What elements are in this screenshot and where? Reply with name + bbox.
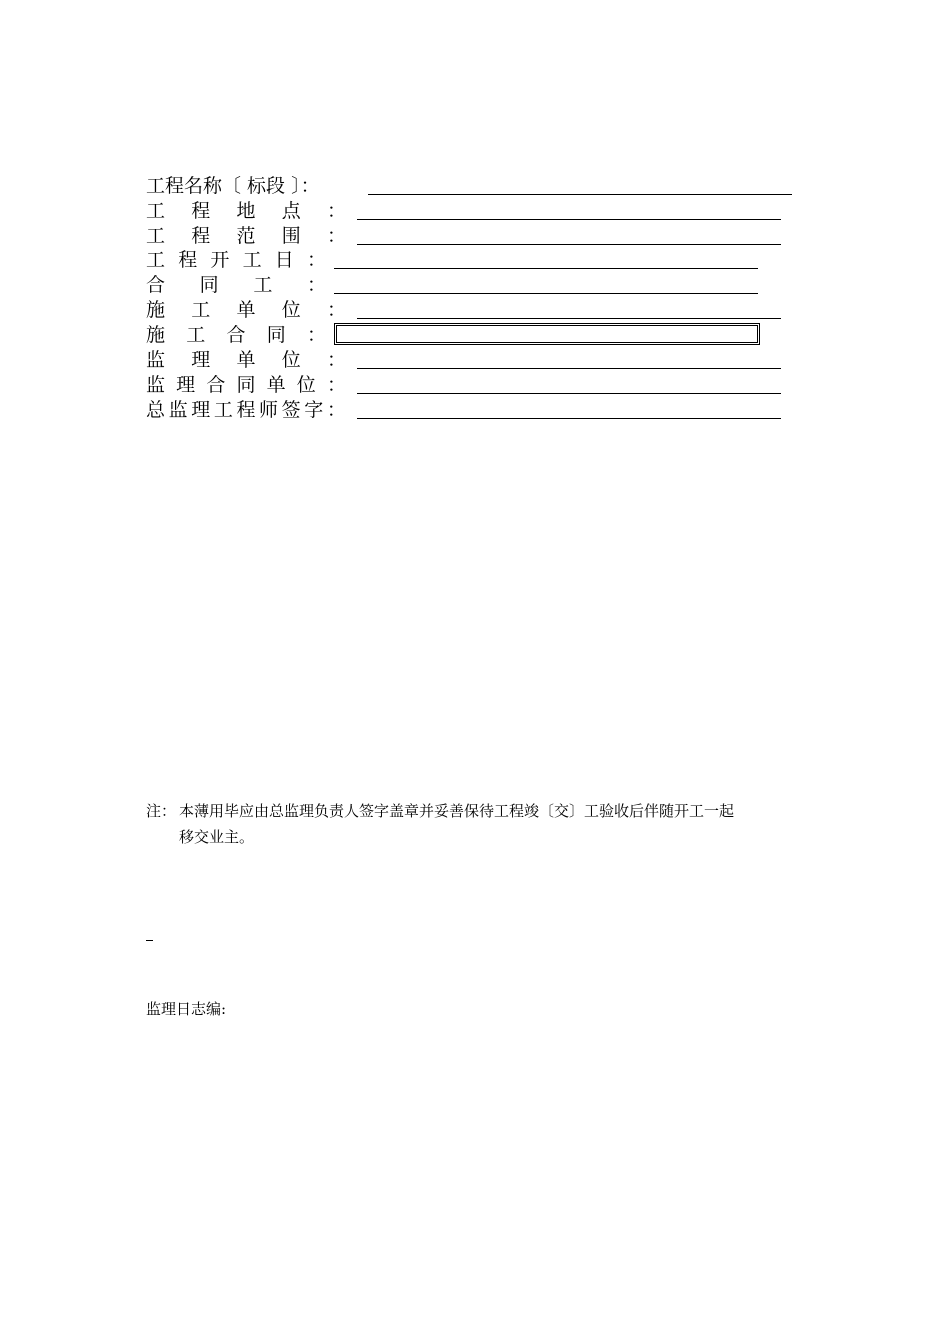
label-char: 程 <box>191 200 211 222</box>
label-char: 合 <box>206 374 226 396</box>
field-label <box>146 273 326 297</box>
label-char: 总 <box>146 399 166 421</box>
label-char: 工 <box>242 249 262 271</box>
construction-contract-input[interactable] <box>334 323 760 345</box>
label-char: 理 <box>191 349 211 371</box>
label-char: 位 <box>296 374 316 396</box>
field-project-location <box>146 199 786 223</box>
label-char: ： <box>326 399 346 421</box>
label-char: 师 <box>259 399 279 421</box>
field-label <box>146 298 346 322</box>
field-label <box>146 348 346 372</box>
label-char: 工 <box>213 399 233 421</box>
label-char: 开 <box>210 249 230 271</box>
label-char: 单 <box>236 299 256 321</box>
field-project-scope <box>146 224 786 248</box>
label-char: 工 <box>191 299 211 321</box>
label-char: 工 <box>186 324 206 346</box>
label-char: 合 <box>146 274 166 296</box>
usage-note <box>146 798 816 850</box>
supervision-contract-unit-input[interactable] <box>357 373 781 394</box>
field-label <box>146 398 346 422</box>
field-construction-contract <box>146 323 766 347</box>
label-char: 施 <box>146 324 166 346</box>
dash-mark <box>146 940 153 941</box>
label-char: 点 <box>281 200 301 222</box>
start-date-input[interactable] <box>334 248 758 269</box>
label-char: 程 <box>236 399 256 421</box>
label-char: 监 <box>146 374 166 396</box>
label-char: ： <box>326 349 346 371</box>
contract-duration-input[interactable] <box>334 273 758 294</box>
label-char: 同 <box>266 324 286 346</box>
note-prefix: 注： <box>146 802 177 820</box>
field-label <box>146 373 346 397</box>
label-char: ： <box>306 324 326 346</box>
supervision-unit-input[interactable] <box>357 348 781 369</box>
field-start-date <box>146 248 766 272</box>
label-char: 工 <box>146 200 166 222</box>
field-label <box>146 248 326 272</box>
label-char: 监 <box>168 399 188 421</box>
label-char: 程 <box>178 249 198 271</box>
field-construction-unit <box>146 298 786 322</box>
note-text-1: 本薄用毕应由总监理负责人签字盖章并妥善保待工程竣〔交〕工验收后伴随开工一起 <box>179 802 735 820</box>
project-name-input[interactable] <box>368 174 792 195</box>
label-char: 工 <box>146 249 166 271</box>
field-label: 工程名称〔 标段 〕： <box>146 175 320 197</box>
note-line-2: 移交业主。 <box>179 828 255 846</box>
label-char: 同 <box>236 374 256 396</box>
label-char: 理 <box>176 374 196 396</box>
note-line-1 <box>146 798 816 824</box>
label-char: 日 <box>274 249 294 271</box>
field-label <box>146 199 346 223</box>
label-char: ： <box>326 200 346 222</box>
label-char: 单 <box>236 349 256 371</box>
field-contract-duration <box>146 273 766 297</box>
label-char: 工 <box>146 225 166 247</box>
field-project-name <box>146 174 796 198</box>
label-char: 单 <box>266 374 286 396</box>
chief-supervisor-signature-input[interactable] <box>357 398 781 419</box>
label-char: ： <box>326 225 346 247</box>
field-chief-supervisor-signature <box>146 398 786 422</box>
label-char: ： <box>326 299 346 321</box>
project-scope-input[interactable] <box>357 224 781 245</box>
label-char: 合 <box>226 324 246 346</box>
label-char: ： <box>306 274 326 296</box>
field-supervision-contract-unit <box>146 373 786 397</box>
label-char: 同 <box>199 274 219 296</box>
label-char: 签 <box>281 399 301 421</box>
label-char: 监 <box>146 349 166 371</box>
label-char: 位 <box>281 299 301 321</box>
label-char: 程 <box>191 225 211 247</box>
label-char: 位 <box>281 349 301 371</box>
field-label <box>146 323 326 347</box>
diary-number-label: 监理日志编: <box>146 1000 227 1018</box>
field-supervision-unit <box>146 348 786 372</box>
label-char: 工 <box>253 274 273 296</box>
label-char: ： <box>306 249 326 271</box>
label-char: ： <box>326 374 346 396</box>
label-char: 理 <box>191 399 211 421</box>
field-label <box>146 224 346 248</box>
label-char: 范 <box>236 225 256 247</box>
project-location-input[interactable] <box>357 199 781 220</box>
label-char: 地 <box>236 200 256 222</box>
label-char: 施 <box>146 299 166 321</box>
label-char: 围 <box>281 225 301 247</box>
construction-unit-input[interactable] <box>357 298 781 319</box>
label-char: 字 <box>304 399 324 421</box>
